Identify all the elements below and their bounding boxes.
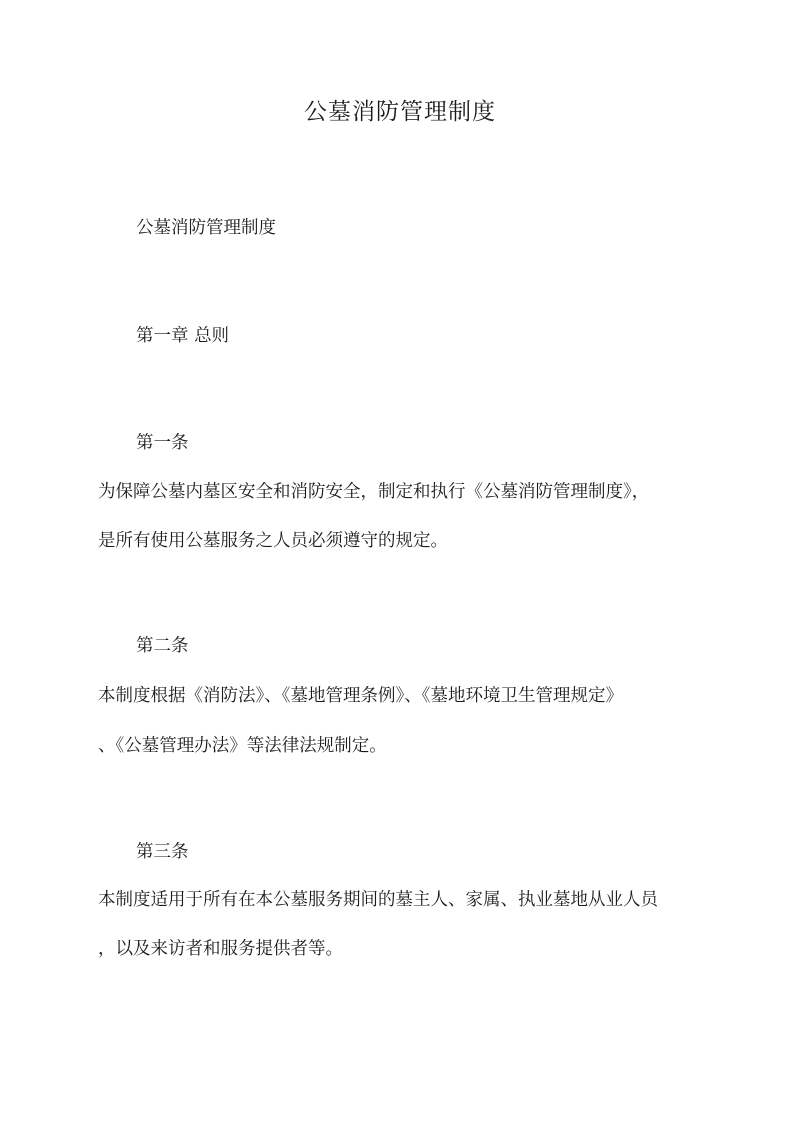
article-2-line-2: 、《公墓管理办法》等法律法规制定。 [98, 736, 387, 756]
article-2-label: 第二条 [136, 636, 189, 656]
article-3-line-1: 本制度适用于所有在本公墓服务期间的墓主人、家属、执业墓地从业人员 [98, 890, 658, 910]
document-subtitle: 公墓消防管理制度 [136, 218, 276, 238]
article-1-label: 第一条 [136, 433, 189, 453]
article-3-line-2: ，以及来访者和服务提供者等。 [98, 939, 343, 959]
article-1-line-1: 为保障公墓内墓区安全和消防安全，制定和执行《公墓消防管理制度》， [98, 482, 650, 502]
chapter-heading: 第一章 总则 [136, 326, 230, 346]
document-title: 公墓消防管理制度 [304, 99, 496, 125]
article-2-line-1: 本制度根据《消防法》、《墓地管理条例》、《墓地环境卫生管理规定》 [98, 686, 623, 706]
article-3-label: 第三条 [136, 842, 189, 862]
article-1-line-2: 是所有使用公墓服务之人员必须遵守的规定。 [98, 531, 448, 551]
